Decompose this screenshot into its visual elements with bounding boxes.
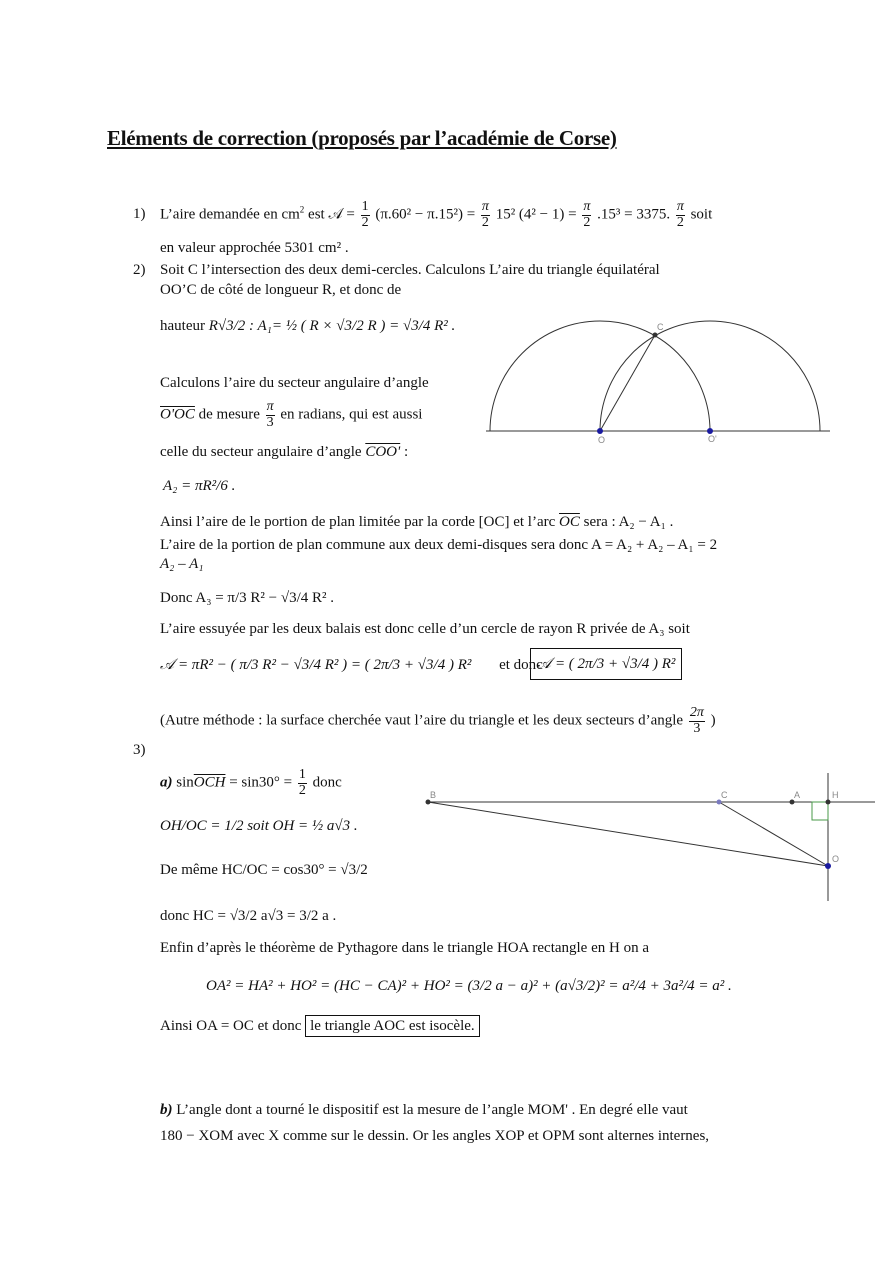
- label-c2: C: [721, 790, 728, 800]
- q3a-line5: Enfin d’après le théorème de Pythagore dans le triangle HOA rectangle en H on a: [160, 940, 649, 956]
- q2-line2: OO’C de côté de longueur R, et donc de: [160, 282, 402, 298]
- q3a-boxed-conclusion: le triangle AOC est isocèle.: [305, 1015, 480, 1037]
- label-o2: O: [832, 854, 840, 864]
- point-a: [790, 800, 795, 805]
- q2-line4: Calculons l’aire du secteur angulaire d’angle: [160, 375, 429, 391]
- q2-line7: A₂ = πR²/6 .: [163, 478, 236, 494]
- right-angle-marker: [812, 802, 828, 820]
- label-a: A: [794, 790, 801, 800]
- q2-line5: O'OC de mesure $\frac{\pi}{3}$ en radians, qui est aussi: [160, 399, 423, 430]
- point-o2: [825, 863, 831, 869]
- segment-bo: [428, 802, 828, 866]
- page-title: Eléments de correction (proposés par l’académie de Corse): [107, 126, 617, 150]
- q2-boxed-result: 𝒜 = ( 2π/3 + √3/4 ) R²: [530, 648, 682, 680]
- q2-line3: hauteur R√3/2 : A₁= ½ ( R × √3/2 R ) = √3/4 R² .: [160, 318, 456, 334]
- q2-line14: (Autre méthode : la surface cherchée vaut l’aire du triangle et les deux secteurs d’angle $\frac{2\pi}{3}$ ): [160, 705, 716, 736]
- q1-number: 1): [133, 206, 146, 222]
- q2-line1: Soit C l’intersection des deux demi-cercles. Calculons L’aire du triangle équilatéral: [160, 262, 660, 278]
- point-c: [653, 333, 658, 338]
- q3a-line4: donc HC = √3/2 a√3 = 3/2 a .: [160, 908, 337, 924]
- q2-line11: Donc A₃ = π/3 R² − √3/4 R² .: [160, 590, 335, 606]
- point-b: [426, 800, 431, 805]
- q2-number: 2): [133, 262, 146, 278]
- q3a-line2: OH/OC = 1/2 soit OH = ½ a√3 .: [160, 818, 358, 834]
- figure-semicircles: [482, 315, 842, 450]
- q2-line6: celle du secteur angulaire d’angle COO' :: [160, 444, 409, 460]
- q3b-line2: 180 − XOM avec X comme sur le dessin. Or les angles XOP et OPM sont alternes internes,: [160, 1128, 710, 1144]
- q3a-line6: OA² = HA² + HO² = (HC − CA)² + HO² = (3/2 a − a)² + (a√3/2)² = a²/4 + 3a²/4 = a² .: [206, 978, 732, 994]
- q1-line2: en valeur approchée 5301 cm² .: [160, 240, 349, 256]
- q3-number: 3): [133, 742, 146, 758]
- q2-line10: A₂ – A₁: [160, 556, 204, 572]
- label-c: C: [657, 322, 664, 332]
- label-o-prime: O': [708, 434, 717, 444]
- figure-triangle: [420, 770, 880, 905]
- q2-line8: Ainsi l’aire de le portion de plan limitée par la corde [OC] et l’arc $\overline{OC}$ sera : A₂ − A₁ .: [160, 514, 674, 530]
- label-b: B: [430, 790, 437, 800]
- q2-line9: L’aire de la portion de plan commune aux deux demi-disques sera donc A = A₂ + A₂ – A₁ = 2: [160, 537, 718, 553]
- point-o: [597, 428, 603, 434]
- semicircle-right: [600, 321, 820, 431]
- label-h: H: [832, 790, 839, 800]
- q2-line12: L’aire essuyée par les deux balais est donc celle d’un cercle de rayon R privée de A₃ soit: [160, 621, 690, 637]
- point-c2: [717, 800, 722, 805]
- q3a-line1: a) $\sin\overline{OCH} = \sin 30^\circ$ = $\frac{1}{2}$ donc: [160, 767, 342, 798]
- semicircle-left: [490, 321, 710, 431]
- point-h: [826, 800, 831, 805]
- label-o: O: [598, 435, 606, 445]
- q3a-line3: De même HC/OC = cos30° = √3/2: [160, 862, 368, 878]
- q1-line1: L’aire demandée en $cm^2$ est 𝒜 = $\frac{1}{2}$ (π.60² − π.15²) = $\frac{\pi}{2}$ 15² (4² − 1) = $\frac{\pi}{2}$ .15³ = 3375. $\frac{\pi}{2}$ soit: [160, 199, 713, 230]
- q3a-line7: Ainsi OA = OC et donc le triangle AOC est isocèle.: [160, 1018, 480, 1035]
- q2-line13: 𝒜 = πR² − ( π/3 R² − √3/4 R² ) = ( 2π/3 + √3/4 ) R² et donc: [160, 657, 543, 673]
- segment-oc: [600, 335, 655, 431]
- q3b-line1: b) L’angle dont a tourné le dispositif est la mesure de l’angle MOM' . En degré elle vaut: [160, 1102, 688, 1118]
